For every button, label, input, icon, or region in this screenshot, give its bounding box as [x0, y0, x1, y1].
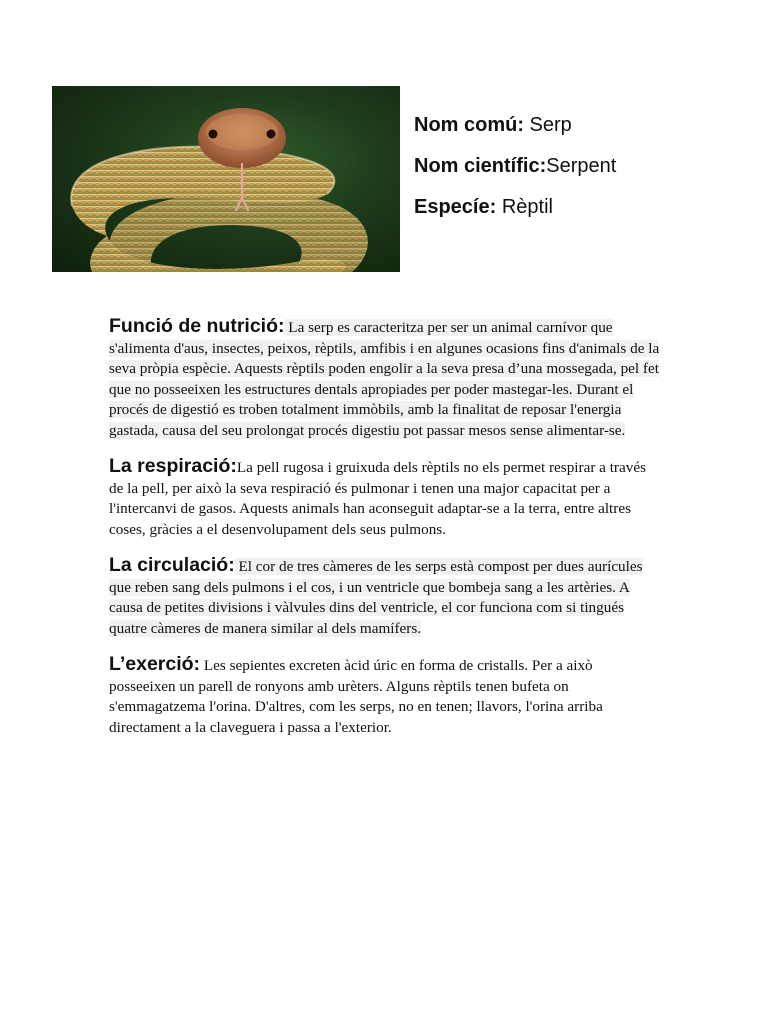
- species-value: Rèptil: [496, 196, 553, 218]
- excretion-text: Les sepientes excreten àcid úric en forma de cristalls. Per a això posseeixen un parell de ronyons amb urèters. Alguns rèptils tenen bufeta on s'emmagatzema l'orina. D'altres, com les serps, no en tenen; llavors, l'orina arriba directament a la claveguera i passa a l'exterior.: [109, 657, 603, 736]
- excretion-heading: L’exerció:: [109, 653, 201, 675]
- circulation-section: [109, 555, 661, 639]
- excretion-section: [109, 654, 661, 738]
- scientific-name-value: Serpent: [546, 155, 617, 177]
- species-label: Especíe:: [414, 196, 497, 218]
- species-row: [414, 194, 754, 235]
- common-name-label: Nom comú:: [414, 114, 524, 136]
- nutrition-section: [109, 316, 661, 441]
- species-facts: [414, 112, 754, 235]
- circulation-text: El cor de tres càmeres de les serps està compost per dues aurícules que reben sang dels pulmons i el cos, i un ventricle que bombeja sang a les artèries. A causa de petites divisions i vàlvules dins del ventricle, el cor funciona com si tingués quatre càmeres de manera similar al dels mamífers.: [109, 558, 643, 637]
- respiration-section: [109, 456, 661, 540]
- nutrition-heading: Funció de nutrició:: [109, 315, 285, 337]
- circulation-heading: La circulació:: [109, 554, 235, 576]
- document-body: [109, 316, 661, 753]
- common-name-value: Serp: [524, 114, 572, 136]
- nutrition-text: La serp es caracteritza per ser un animal carnívor que s'alimenta d'aus, insectes, peixos, rèptils, amfibis i en algunes ocasions fins d'animals de la seva pròpia espècie. Aquests rèptils poden engolir a la seva presa d’una mossegada, pel fet que no posseeixen les estructures dentals apropiades per poder mastegar-les. Durant el procés de digestió es troben totalment immòbils, amb la finalitat de reposar l'energia gastada, causa del seu prolongat procés digestiu pot passar mesos sense alimentar-se.: [109, 319, 660, 439]
- snake-photo: [52, 86, 400, 272]
- respiration-text: La pell rugosa i gruixuda dels rèptils no els permet respirar a través de la pell, per això la seva respiració és pulmonar i tenen una major capacitat per a l'intercanvi de gasos. Aquests animals han aconseguit adaptar-se a la terra, entre altres coses, gràcies a el desenvolupament dels seus pulmons.: [109, 459, 646, 538]
- snake-illustration: [52, 86, 400, 272]
- respiration-heading: La respiració:: [109, 455, 237, 477]
- scientific-name-label: Nom científic:: [414, 155, 547, 177]
- common-name-row: [414, 112, 754, 153]
- scientific-name-row: [414, 153, 754, 194]
